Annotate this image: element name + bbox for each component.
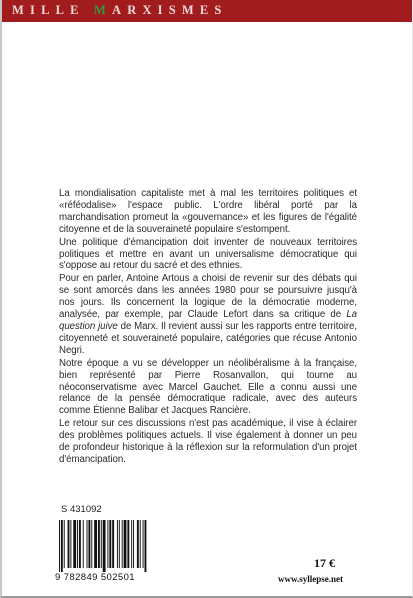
- barcode-bar: [122, 520, 123, 568]
- blurb-paragraph-5: Le retour sur ces discussions n'est pas académique, il vise à éclairer des problèmes politiques actuels. Il vise également à donner un peu de profondeur historique à la réflexion sur la reformulation d'un projet d'émancipation.: [59, 418, 357, 465]
- barcode-bar: [77, 520, 78, 568]
- catalog-code: S 431092: [61, 504, 102, 515]
- book-title-reference: La question juive: [59, 309, 357, 332]
- blurb-paragraph-3: Pour en parler, Antoine Artous a choisi de revenir sur des débats qui se sont amorcés dans les années 1980 pour se poursuivre jusqu'à nos jours. Ils concernent la logique de la démocratie moderne, analysée, par exemple, par Claude Lefort dans sa critique de La question juive de Marx. Il revient aussi sur les rapports entre territoire, citoyenneté et souveraineté populaire, catégories que récuse Antonio Negri.: [59, 273, 358, 356]
- price: 17 €: [314, 556, 335, 570]
- barcode-bar: [70, 520, 71, 568]
- barcode-bar: [68, 520, 70, 568]
- barcode-bar: [98, 520, 100, 568]
- blurb-paragraph-2: Une politique d'émancipation doit inventer de nouveaux territoires politiques et mettre en avant un universalisme démocratique qui s'oppose au retour du sacré et des ethnies.: [59, 236, 357, 272]
- barcode-bar: [109, 520, 111, 568]
- barcode-bar: [133, 520, 134, 568]
- blurb-paragraph-4: Notre époque a vu se développer un néolibéralisme à la française, bien représenté par Pierre Rosanvallon, qui tourne au néoconservatisme avec Marcel Gauchet. Elle a connu aussi une relance de la pensée démocratique radicale, avec des auteurs comme Étienne Balibar et Jacques Rancière.: [59, 357, 357, 417]
- barcode-bar: [140, 520, 141, 568]
- collection-title-highlight: M: [94, 3, 112, 17]
- barcode-bar: [87, 520, 88, 568]
- barcode-bar: [79, 520, 81, 568]
- barcode-bar: [112, 520, 114, 568]
- barcode-bar: [103, 520, 106, 572]
- barcode-bar: [119, 520, 120, 568]
- barcode-bar: [143, 520, 144, 568]
- barcode-bar: [91, 520, 92, 568]
- barcode-bar: [61, 520, 63, 572]
- barcode-bar: [145, 520, 147, 572]
- barcode: [55, 520, 183, 572]
- barcode-graphic: [55, 520, 183, 572]
- barcode-bar: [83, 520, 84, 568]
- barcode-bar: [64, 520, 65, 568]
- barcode-bar: [107, 520, 108, 568]
- blurb-paragraph-1: La mondialisation capitaliste met à mal les territoires politiques et «réféodalise» l'espace public. L'ordre libéral porté par la marchandisation promeut la «gouvernance» et les figures de l'égalité citoyenne et de la souveraineté populaire s'estompent.: [59, 188, 357, 235]
- barcode-bar: [117, 520, 118, 568]
- barcode-bar: [131, 520, 132, 568]
- barcode-bar: [59, 520, 60, 572]
- back-cover-blurb: [59, 188, 357, 467]
- barcode-bar: [88, 520, 90, 568]
- publisher-website: www.syllepse.net: [278, 574, 343, 584]
- barcode-bar: [124, 520, 127, 568]
- barcode-bar: [94, 520, 97, 568]
- collection-banner: [2, 0, 412, 22]
- collection-title: MILLE MARXISMES: [12, 3, 228, 17]
- barcode-bar: [101, 520, 102, 568]
- barcode-bar: [137, 520, 139, 568]
- barcode-number: 9 782849 502501: [55, 572, 135, 583]
- barcode-bar: [127, 520, 129, 568]
- barcode-bar: [73, 520, 76, 568]
